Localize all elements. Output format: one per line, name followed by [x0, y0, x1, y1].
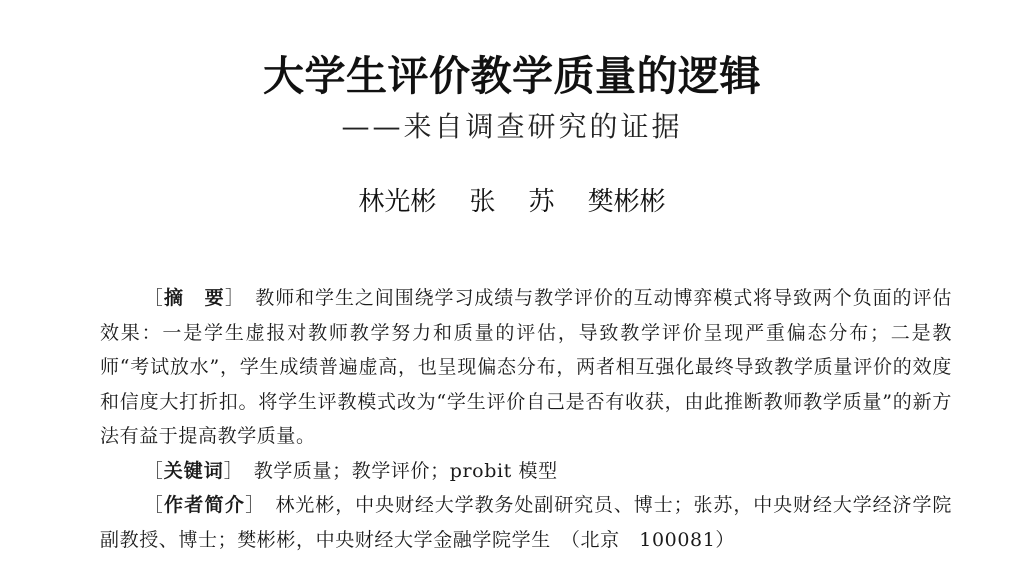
keywords-label-open: ［: [143, 459, 164, 482]
paper-subtitle: ——来自调查研究的证据: [341, 110, 683, 143]
author-info-label: [144, 494, 266, 516]
keywords-label-close: ］: [223, 459, 244, 482]
author-info-label-close: ］: [245, 494, 266, 516]
abstract-label-open: ［: [143, 287, 165, 309]
keywords-label-text: 关键词: [163, 459, 224, 482]
keywords-label: [144, 460, 244, 482]
abstract-label-text: 摘 要: [164, 287, 225, 309]
abstract-paragraph: [100, 281, 952, 454]
keywords-text: 教学质量；教学评价；probit 模型: [253, 459, 558, 482]
keywords-paragraph: [100, 454, 952, 489]
author-info-paragraph: [100, 488, 952, 557]
author-info-label-open: ［: [143, 494, 164, 516]
author-list: 林光彬 张 苏 樊彬彬: [358, 187, 666, 217]
author-info-label-text: 作者简介: [164, 494, 246, 516]
author-info-text: 林光彬，中央财经大学教务处副研究员、博士；张苏，中央财经大学经济学院副教授、博士；樊彬彬，中央财经大学金融学院学生 （北京 100081）: [100, 494, 952, 551]
front-matter: [100, 281, 952, 557]
paper-title: 大学生评价教学质量的逻辑: [263, 52, 761, 100]
abstract-label-close: ］: [224, 287, 246, 309]
abstract-label: [144, 287, 246, 309]
abstract-text: 教师和学生之间围绕学习成绩与教学评价的互动博弈模式将导致两个负面的评估效果：一是学生虚报对教师教学努力和质量的评估，导致教学评价呈现严重偏态分布；二是教师“考试放水”，学生成绩普遍虚高，也呈现偏态分布，两者相互强化最终导致教学质量评价的效度和信度大打折扣。将学生评教模式改为“学生评价自己是否有收获，由此推断教师教学质量”的新方法有益于提高教学质量。: [100, 287, 952, 447]
